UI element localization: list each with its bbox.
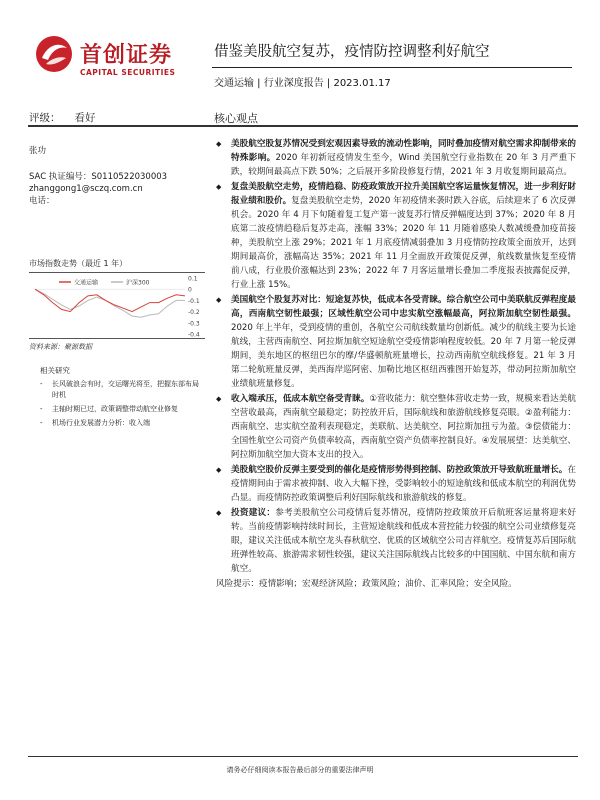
chart-series-line [35, 289, 185, 311]
rating [29, 110, 96, 125]
core-view-title: 核心观点 [214, 112, 258, 125]
core-point-1-highlight: 美股航空股复苏情况受到宏观因素导致的流动性影响，同时叠加疫情对航空需求抑制带来的特殊影响。 [231, 139, 576, 163]
footer-divider [28, 756, 578, 757]
core-point-5 [216, 463, 576, 505]
core-point-1 [216, 137, 576, 179]
core-point-1-body: 2020 年初新冠疫情发生至今，Wind 美国航空行业指数在 20 年 3 月严重下跌，较期间最高点下跌 50%；之后展开多阶段修复行情，2021 年 3 月收复期间最高点。 [231, 153, 576, 177]
brand-name-en: CAPITAL SECURITIES [80, 68, 176, 77]
chart-y-tick-label: 0.1 [188, 275, 198, 283]
chart-legend-label: 交通运输 [74, 279, 99, 287]
core-point-2-highlight: 复盘美股航空走势，疫情趋稳、防疫政策放开拉升美国航空客运量恢复情况，进一步利好財报业绩和股价。 [231, 182, 576, 206]
core-point-6 [216, 506, 576, 576]
brand-name-cn: 首创证券 [80, 42, 173, 68]
core-point-6-highlight: 投资建议： [231, 508, 276, 518]
legal-disclaimer: 请务必仔细阅读本报告最后部分的重要法律声明 [226, 766, 374, 774]
core-point-6-body: 参考美股航空公司疫情后复苏情况，疫情防控政策放开后航班客运量将迎来好转。当前疫情影响持续时间长，主营短途航线和低成本营控能力较强的航空公司业绩修复亮眼，建议关注低成本航空龙头春秋航空、优质的区域航空公司吉祥航空。疫情复苏后国际航班弹性较高、旅游需求韧性较强，建议关注国际航线占比较多的中国国航、中国东航和南方航空。 [231, 508, 576, 574]
rating-label: 评级： [29, 112, 61, 124]
author-email: zhanggong1@sczq.com.cn [29, 184, 143, 194]
related-research-title: 相关研究 [40, 366, 70, 375]
chart-y-tick-label: -0.3 [188, 320, 200, 328]
rating-value: 看好 [74, 112, 96, 124]
chart-y-tick-label: -0.4 [188, 331, 200, 338]
chart-y-tick-label: -0.1 [188, 297, 200, 305]
core-point-3-highlight: 美国航空个股复苏对比：短途复苏快，低成本各受青睐。综合航空公司中美联航反弹程度最高，西南航空韧性最强；区域性航空公司中忠实航空涨幅最高，阿拉斯加航空韧性最强。 [231, 295, 576, 319]
core-point-3 [216, 293, 576, 391]
author-name: 张功 [29, 146, 47, 156]
chart-legend-label: 沪深300 [126, 279, 150, 287]
chart-top-rule [29, 272, 205, 273]
analyst-info [29, 145, 199, 207]
core-point-3-body: 2020 年上半年，受到疫情的重创，各航空公司航线数量均创新低。减少的航线主要为长途航线，主营西南航空、阿拉斯加航空短途航空受疫情影响程度较低。20 年 7 月第一轮反弹期间，美东地区的枢纽巴尔的摩/华盛顿航班量增长，拉动西南航空航线修复。21 年 3 月第二轮航班量反弹，美西海岸巡阿密、加勒比地区枢纽西雅图开始复苏，带动阿拉斯加航空业绩航班量修复。 [231, 323, 576, 389]
core-point-5-body: 在疫情期间由于需求被抑制、收入大幅下挫，受影响较小的短途航线和低成本航空的利润优势凸显。而疫情防控政策调整后利好国际航线和旅游航线的修复。 [231, 465, 576, 503]
chart-y-tick-label: 0 [188, 286, 192, 294]
author-phone: 电话： [29, 196, 55, 206]
risk-warning: 风险提示：疫情影响；宏观经济风险；政策风险；油价、汇率风险；安全风险。 [216, 579, 517, 589]
related-research-list [52, 379, 202, 432]
chart-title: 市场指数走势（最近 1 年） [29, 259, 128, 268]
related-item[interactable]: - 机场行业发展潜力分析：收入端 [52, 418, 202, 429]
related-item[interactable]: - 长风破浪会有时，交运曙光将至，把握东部布局时机 [52, 379, 202, 401]
core-point-5-highlight: 美股航空股价反弹主要受到的催化是疫情形势得到控制、防控政策放开导致航班量增长。 [231, 465, 568, 475]
related-item[interactable]: - 主轴时期已过，政策调整带动航空业修复 [52, 404, 202, 415]
core-point-2 [216, 180, 576, 292]
chart-bottom-rule [29, 338, 205, 339]
core-point-4-highlight: 收入端承压，低成本航空备受青睐。 [231, 394, 370, 404]
core-view-body [216, 137, 576, 591]
core-point-2-body: 复盘美股航空走势，2020 年初疫情来袭时跌入谷底，后续迎来了 6 次反弹机会。2020 年 4 月下旬随着复工复产第一波复苏行情反弹幅度达到 37%；2020 年 8 月底第二波疫情趋稳后复苏走高，涨幅 33%；2020 年 11 月随着感染人数减缓叠加疫苗接种，美股航空上涨 29%；2021 年 1 月底疫情减弱叠加 3 月疫情防控政策全面放开，达到期间最高价，涨幅高达 35%；2021 年 11 月全面放开政策促反弹，航线数量恢复至疫情前八成，行业股价涨幅达到 23%；2022 年 7 月客运量增长叠加二季度报表披露促反弹，行业上涨 15%。 [231, 196, 576, 290]
author-cert: SAC 执证编号：S0110522030003 [29, 172, 168, 182]
section-divider [28, 125, 578, 127]
chart-y-tick-label: -0.2 [188, 309, 200, 317]
core-point-4-body: ①营收能力：航空整体营收走势一致，规模来看达美航空营收最高，西南航空最稳定；防控放开后，国际航线和旅游航线修复亮眼。②盈利能力：西南航空、忠实航空盈利表现稳定，美联航、达美航空、阿拉斯加扭亏为盈。③偿债能力：全国性航空公司资产负债率较高，西南航空资产负债率控制良好。④发展展望：达美航空、阿拉斯加航空加大资本支出的投入。 [231, 394, 576, 460]
header-divider [212, 67, 572, 68]
core-point-4 [216, 392, 576, 462]
capital-securities-logo-icon [34, 34, 74, 74]
chart-source: 资料来源：聚源数据 [29, 343, 92, 351]
market-index-chart [29, 274, 207, 338]
report-meta: 交通运输 | 行业深度报告 | 2023.01.17 [214, 78, 391, 89]
report-title: 借鉴美股航空复苏，疫情防控调整利好航空 [214, 44, 490, 60]
